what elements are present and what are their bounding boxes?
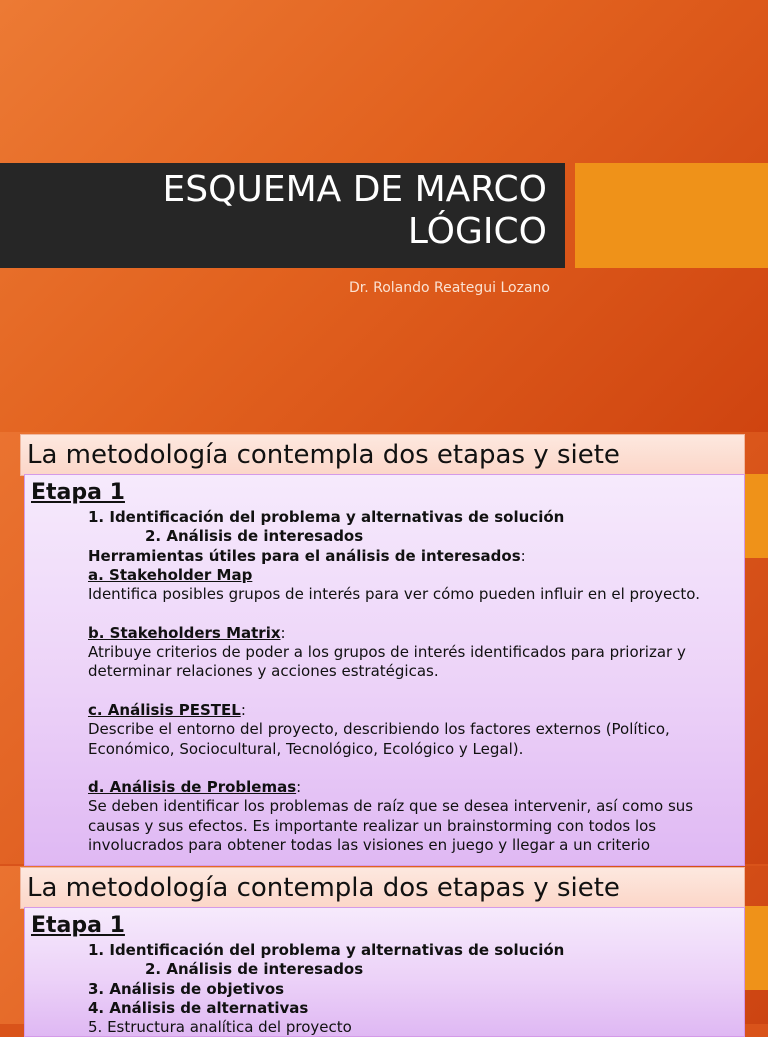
tool-c-line	[88, 701, 738, 720]
slide-heading: La metodología contempla dos etapas y siete	[27, 440, 620, 470]
title-line-2: LÓGICO	[407, 211, 547, 252]
tool-c-title: c. Análisis PESTEL	[88, 700, 241, 719]
content-box	[24, 907, 745, 1037]
side-accent-block	[745, 906, 768, 990]
step-2: 2. Análisis de interesados	[145, 960, 364, 979]
slide-subtitle: Dr. Rolando Reategui Lozano	[348, 280, 550, 296]
etapa-title: Etapa 1	[31, 913, 125, 938]
tools-colon: :	[520, 546, 526, 565]
etapa-title: Etapa 1	[31, 480, 125, 505]
content-body	[88, 508, 738, 855]
tool-d-line	[88, 778, 738, 797]
title-bar	[0, 163, 565, 268]
side-accent-block	[745, 474, 768, 558]
tool-d-text: Se deben identificar los problemas de raíz que se desea intervenir, así como sus causas y sus efectos. Es importante realizar un brainstorming con todos los involucrados para obtener todas las visiones en juego y llegar a un criterio	[88, 797, 694, 855]
tool-b-line	[88, 624, 738, 643]
tools-line	[88, 547, 738, 566]
step-4: 4. Análisis de alternativas	[88, 998, 309, 1017]
content-slide-etapa-1	[0, 432, 768, 864]
tool-c-colon: :	[240, 700, 246, 719]
step-1: 1. Identificación del problema y alternativas de solución	[88, 941, 565, 959]
tool-d-colon: :	[296, 778, 302, 797]
content-body	[88, 941, 738, 1037]
tool-a-text: Identifica posibles grupos de interés para ver cómo pueden influir en el proyecto.	[88, 585, 700, 604]
tool-b-colon: :	[280, 623, 286, 642]
tool-c-text: Describe el entorno del proyecto, describiendo los factores externos (Político, Económico, Sociocultural, Tecnológico, Ecológico y Legal).	[88, 720, 670, 758]
content-slide-etapa-1-steps	[0, 866, 768, 1037]
slide-heading: La metodología contempla dos etapas y siete	[27, 873, 620, 903]
content-box	[24, 474, 745, 866]
tool-a-title: a. Stakeholder Map	[88, 565, 253, 584]
tool-b-title: b. Stakeholders Matrix	[88, 623, 281, 642]
step-1: 1. Identificación del problema y alternativas de solución	[88, 508, 565, 526]
title-line-1: ESQUEMA DE MARCO	[162, 169, 547, 210]
title-slide	[0, 0, 768, 432]
tool-b-text: Atribuye criterios de poder a los grupos de interés identificados para priorizar y determinar relaciones y acciones estratégicas.	[88, 643, 686, 681]
step-5: 5. Estructura analítica del proyecto	[88, 1018, 352, 1037]
slide-heading-box	[20, 434, 745, 476]
tools-label: Herramientas útiles para el análisis de interesados	[88, 546, 521, 565]
slide-title	[163, 169, 547, 253]
slide-heading-box	[20, 867, 745, 909]
title-accent-block	[575, 163, 768, 268]
step-2: 2. Análisis de interesados	[145, 527, 364, 546]
tool-d-title: d. Análisis de Problemas	[88, 778, 297, 797]
step-3: 3. Análisis de objetivos	[88, 979, 285, 998]
